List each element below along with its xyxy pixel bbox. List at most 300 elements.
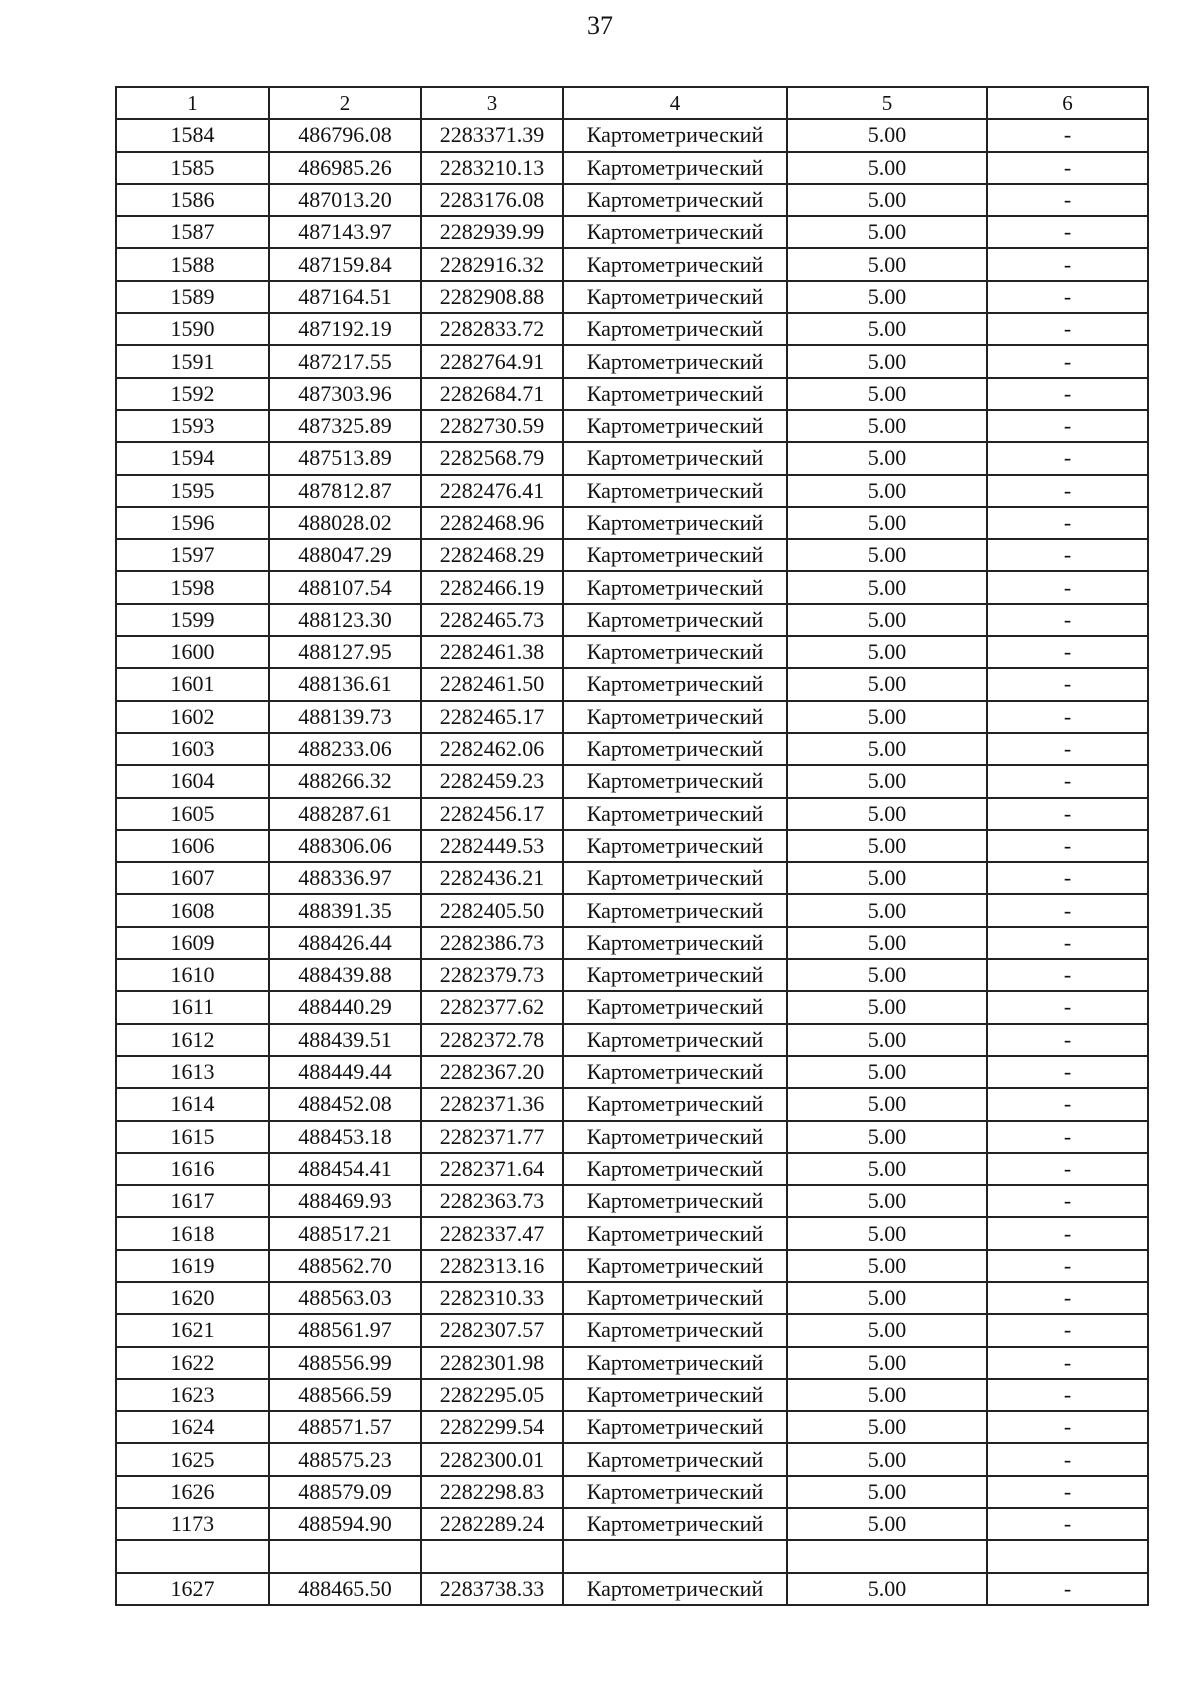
x-coordinate-cell: 487164.51 bbox=[269, 281, 421, 313]
method-cell: Картометрический bbox=[563, 830, 787, 862]
accuracy-cell: 5.00 bbox=[787, 636, 987, 668]
point-number-cell: 1598 bbox=[116, 571, 269, 603]
note-cell: - bbox=[987, 152, 1148, 184]
page-number: 37 bbox=[587, 11, 613, 40]
x-coordinate-cell: 488465.50 bbox=[269, 1573, 421, 1605]
y-coordinate-cell: 2282459.23 bbox=[421, 765, 563, 797]
method-cell: Картометрический bbox=[563, 1379, 787, 1411]
y-coordinate-cell: 2282313.16 bbox=[421, 1250, 563, 1282]
x-coordinate-cell: 486985.26 bbox=[269, 152, 421, 184]
x-coordinate-cell: 488594.90 bbox=[269, 1508, 421, 1540]
point-number-cell: 1616 bbox=[116, 1153, 269, 1185]
y-coordinate-cell: 2282307.57 bbox=[421, 1314, 563, 1346]
x-coordinate-cell: 488561.97 bbox=[269, 1314, 421, 1346]
accuracy-cell: 5.00 bbox=[787, 830, 987, 862]
note-cell: - bbox=[987, 991, 1148, 1023]
table-row bbox=[116, 1121, 1148, 1153]
point-number-cell: 1596 bbox=[116, 507, 269, 539]
y-coordinate-cell: 2282436.21 bbox=[421, 862, 563, 894]
method-cell: Картометрический bbox=[563, 1508, 787, 1540]
note-cell: - bbox=[987, 281, 1148, 313]
note-cell: - bbox=[987, 410, 1148, 442]
column-header: 4 bbox=[563, 87, 787, 119]
note-cell: - bbox=[987, 830, 1148, 862]
method-cell: Картометрический bbox=[563, 927, 787, 959]
point-number-cell: 1604 bbox=[116, 765, 269, 797]
accuracy-cell: 5.00 bbox=[787, 701, 987, 733]
x-coordinate-cell: 488563.03 bbox=[269, 1282, 421, 1314]
method-cell: Картометрический bbox=[563, 410, 787, 442]
note-cell: - bbox=[987, 1282, 1148, 1314]
y-coordinate-cell: 2282476.41 bbox=[421, 475, 563, 507]
table-row bbox=[116, 248, 1148, 280]
note-cell: - bbox=[987, 184, 1148, 216]
note-cell: - bbox=[987, 927, 1148, 959]
y-coordinate-cell: 2282367.20 bbox=[421, 1056, 563, 1088]
y-coordinate-cell: 2282301.98 bbox=[421, 1347, 563, 1379]
method-cell: Картометрический bbox=[563, 862, 787, 894]
y-coordinate-cell: 2283210.13 bbox=[421, 152, 563, 184]
accuracy-cell: 5.00 bbox=[787, 1314, 987, 1346]
note-cell: - bbox=[987, 1088, 1148, 1120]
table-row bbox=[116, 119, 1148, 151]
point-number-cell: 1585 bbox=[116, 152, 269, 184]
x-coordinate-cell: 488047.29 bbox=[269, 539, 421, 571]
x-coordinate-cell: 488575.23 bbox=[269, 1443, 421, 1475]
y-coordinate-cell: 2282833.72 bbox=[421, 313, 563, 345]
note-cell: - bbox=[987, 1443, 1148, 1475]
point-number-cell: 1627 bbox=[116, 1573, 269, 1605]
method-cell: Картометрический bbox=[563, 1056, 787, 1088]
note-cell: - bbox=[987, 604, 1148, 636]
x-coordinate-cell: 488571.57 bbox=[269, 1411, 421, 1443]
table-row bbox=[116, 1540, 1148, 1572]
point-number-cell: 1612 bbox=[116, 1024, 269, 1056]
point-number-cell: 1623 bbox=[116, 1379, 269, 1411]
table-row bbox=[116, 313, 1148, 345]
y-coordinate-cell: 2282462.06 bbox=[421, 733, 563, 765]
note-cell: - bbox=[987, 378, 1148, 410]
method-cell: Картометрический bbox=[563, 1443, 787, 1475]
y-coordinate-cell: 2282386.73 bbox=[421, 927, 563, 959]
method-cell: Картометрический bbox=[563, 1573, 787, 1605]
table-row bbox=[116, 765, 1148, 797]
y-coordinate-cell: 2282568.79 bbox=[421, 442, 563, 474]
point-number-cell: 1584 bbox=[116, 119, 269, 151]
table-row bbox=[116, 927, 1148, 959]
x-coordinate-cell: 488306.06 bbox=[269, 830, 421, 862]
accuracy-cell: 5.00 bbox=[787, 1379, 987, 1411]
x-coordinate-cell: 488562.70 bbox=[269, 1250, 421, 1282]
x-coordinate-cell: 488028.02 bbox=[269, 507, 421, 539]
y-coordinate-cell: 2282371.77 bbox=[421, 1121, 563, 1153]
table-body bbox=[116, 119, 1148, 1605]
point-number-cell: 1602 bbox=[116, 701, 269, 733]
point-number-cell: 1605 bbox=[116, 798, 269, 830]
point-number-cell: 1610 bbox=[116, 959, 269, 991]
note-cell: - bbox=[987, 1476, 1148, 1508]
table-row bbox=[116, 862, 1148, 894]
method-cell: Картометрический bbox=[563, 765, 787, 797]
point-number-cell: 1599 bbox=[116, 604, 269, 636]
point-number-cell: 1624 bbox=[116, 1411, 269, 1443]
method-cell: Картометрический bbox=[563, 248, 787, 280]
y-coordinate-cell: 2282916.32 bbox=[421, 248, 563, 280]
y-coordinate-cell: 2282939.99 bbox=[421, 216, 563, 248]
accuracy-cell: 5.00 bbox=[787, 378, 987, 410]
method-cell: Картометрический bbox=[563, 1282, 787, 1314]
x-coordinate-cell: 488391.35 bbox=[269, 894, 421, 926]
note-cell: - bbox=[987, 959, 1148, 991]
x-coordinate-cell: 488449.44 bbox=[269, 1056, 421, 1088]
accuracy-cell: 5.00 bbox=[787, 1056, 987, 1088]
method-cell: Картометрический bbox=[563, 539, 787, 571]
method-cell: Картометрический bbox=[563, 604, 787, 636]
method-cell: Картометрический bbox=[563, 701, 787, 733]
note-cell: - bbox=[987, 1153, 1148, 1185]
table-row bbox=[116, 1508, 1148, 1540]
column-header: 6 bbox=[987, 87, 1148, 119]
y-coordinate-cell: 2282730.59 bbox=[421, 410, 563, 442]
note-cell: - bbox=[987, 248, 1148, 280]
method-cell: Картометрический bbox=[563, 1121, 787, 1153]
y-coordinate-cell: 2282405.50 bbox=[421, 894, 563, 926]
method-cell: Картометрический bbox=[563, 152, 787, 184]
point-number-cell bbox=[116, 1540, 269, 1572]
x-coordinate-cell: 488426.44 bbox=[269, 927, 421, 959]
x-coordinate-cell: 488469.93 bbox=[269, 1185, 421, 1217]
accuracy-cell: 5.00 bbox=[787, 313, 987, 345]
table-row bbox=[116, 281, 1148, 313]
y-coordinate-cell: 2282298.83 bbox=[421, 1476, 563, 1508]
note-cell: - bbox=[987, 1185, 1148, 1217]
y-coordinate-cell: 2282908.88 bbox=[421, 281, 563, 313]
y-coordinate-cell: 2282379.73 bbox=[421, 959, 563, 991]
note-cell: - bbox=[987, 216, 1148, 248]
x-coordinate-cell bbox=[269, 1540, 421, 1572]
point-number-cell: 1590 bbox=[116, 313, 269, 345]
x-coordinate-cell: 488579.09 bbox=[269, 1476, 421, 1508]
table-row bbox=[116, 1347, 1148, 1379]
method-cell: Картометрический bbox=[563, 1411, 787, 1443]
method-cell: Картометрический bbox=[563, 1024, 787, 1056]
note-cell: - bbox=[987, 1508, 1148, 1540]
point-number-cell: 1593 bbox=[116, 410, 269, 442]
point-number-cell: 1619 bbox=[116, 1250, 269, 1282]
accuracy-cell: 5.00 bbox=[787, 475, 987, 507]
y-coordinate-cell: 2282764.91 bbox=[421, 345, 563, 377]
point-number-cell: 1615 bbox=[116, 1121, 269, 1153]
table-header-row bbox=[116, 87, 1148, 119]
y-coordinate-cell: 2282363.73 bbox=[421, 1185, 563, 1217]
accuracy-cell: 5.00 bbox=[787, 927, 987, 959]
method-cell: Картометрический bbox=[563, 1217, 787, 1249]
accuracy-cell: 5.00 bbox=[787, 1443, 987, 1475]
x-coordinate-cell: 487812.87 bbox=[269, 475, 421, 507]
x-coordinate-cell: 488136.61 bbox=[269, 668, 421, 700]
point-number-cell: 1617 bbox=[116, 1185, 269, 1217]
accuracy-cell: 5.00 bbox=[787, 1217, 987, 1249]
accuracy-cell: 5.00 bbox=[787, 894, 987, 926]
x-coordinate-cell: 488139.73 bbox=[269, 701, 421, 733]
x-coordinate-cell: 487303.96 bbox=[269, 378, 421, 410]
table-row bbox=[116, 830, 1148, 862]
accuracy-cell: 5.00 bbox=[787, 571, 987, 603]
accuracy-cell: 5.00 bbox=[787, 1185, 987, 1217]
accuracy-cell: 5.00 bbox=[787, 733, 987, 765]
column-header: 2 bbox=[269, 87, 421, 119]
accuracy-cell: 5.00 bbox=[787, 539, 987, 571]
coordinates-table bbox=[115, 86, 1149, 1606]
method-cell: Картометрический bbox=[563, 959, 787, 991]
accuracy-cell: 5.00 bbox=[787, 604, 987, 636]
column-header: 3 bbox=[421, 87, 563, 119]
note-cell: - bbox=[987, 475, 1148, 507]
point-number-cell: 1614 bbox=[116, 1088, 269, 1120]
x-coordinate-cell: 488566.59 bbox=[269, 1379, 421, 1411]
accuracy-cell: 5.00 bbox=[787, 765, 987, 797]
note-cell: - bbox=[987, 345, 1148, 377]
x-coordinate-cell: 488454.41 bbox=[269, 1153, 421, 1185]
note-cell: - bbox=[987, 1573, 1148, 1605]
x-coordinate-cell: 487143.97 bbox=[269, 216, 421, 248]
note-cell bbox=[987, 1540, 1148, 1572]
accuracy-cell: 5.00 bbox=[787, 184, 987, 216]
x-coordinate-cell: 488287.61 bbox=[269, 798, 421, 830]
y-coordinate-cell: 2282289.24 bbox=[421, 1508, 563, 1540]
accuracy-cell: 5.00 bbox=[787, 1153, 987, 1185]
table-row bbox=[116, 152, 1148, 184]
table-row bbox=[116, 184, 1148, 216]
table-row bbox=[116, 1282, 1148, 1314]
method-cell: Картометрический bbox=[563, 894, 787, 926]
x-coordinate-cell: 487192.19 bbox=[269, 313, 421, 345]
y-coordinate-cell: 2282466.19 bbox=[421, 571, 563, 603]
note-cell: - bbox=[987, 636, 1148, 668]
y-coordinate-cell: 2282461.50 bbox=[421, 668, 563, 700]
table-row bbox=[116, 1153, 1148, 1185]
x-coordinate-cell: 488452.08 bbox=[269, 1088, 421, 1120]
method-cell: Картометрический bbox=[563, 378, 787, 410]
accuracy-cell: 5.00 bbox=[787, 248, 987, 280]
point-number-cell: 1607 bbox=[116, 862, 269, 894]
note-cell: - bbox=[987, 313, 1148, 345]
note-cell: - bbox=[987, 1056, 1148, 1088]
x-coordinate-cell: 487217.55 bbox=[269, 345, 421, 377]
note-cell: - bbox=[987, 1314, 1148, 1346]
accuracy-cell: 5.00 bbox=[787, 410, 987, 442]
point-number-cell: 1173 bbox=[116, 1508, 269, 1540]
table-row bbox=[116, 959, 1148, 991]
accuracy-cell bbox=[787, 1540, 987, 1572]
point-number-cell: 1592 bbox=[116, 378, 269, 410]
method-cell: Картометрический bbox=[563, 571, 787, 603]
point-number-cell: 1626 bbox=[116, 1476, 269, 1508]
y-coordinate-cell: 2282456.17 bbox=[421, 798, 563, 830]
method-cell: Картометрический bbox=[563, 1153, 787, 1185]
y-coordinate-cell: 2282449.53 bbox=[421, 830, 563, 862]
column-header: 1 bbox=[116, 87, 269, 119]
x-coordinate-cell: 488127.95 bbox=[269, 636, 421, 668]
x-coordinate-cell: 487013.20 bbox=[269, 184, 421, 216]
point-number-cell: 1608 bbox=[116, 894, 269, 926]
accuracy-cell: 5.00 bbox=[787, 1347, 987, 1379]
table-row bbox=[116, 636, 1148, 668]
y-coordinate-cell: 2282300.01 bbox=[421, 1443, 563, 1475]
accuracy-cell: 5.00 bbox=[787, 507, 987, 539]
note-cell: - bbox=[987, 1411, 1148, 1443]
method-cell: Картометрический bbox=[563, 313, 787, 345]
point-number-cell: 1618 bbox=[116, 1217, 269, 1249]
method-cell: Картометрический bbox=[563, 1250, 787, 1282]
accuracy-cell: 5.00 bbox=[787, 1282, 987, 1314]
x-coordinate-cell: 488336.97 bbox=[269, 862, 421, 894]
x-coordinate-cell: 487325.89 bbox=[269, 410, 421, 442]
point-number-cell: 1625 bbox=[116, 1443, 269, 1475]
y-coordinate-cell: 2283371.39 bbox=[421, 119, 563, 151]
method-cell: Картометрический bbox=[563, 184, 787, 216]
point-number-cell: 1621 bbox=[116, 1314, 269, 1346]
point-number-cell: 1601 bbox=[116, 668, 269, 700]
table-row bbox=[116, 1443, 1148, 1475]
note-cell: - bbox=[987, 1379, 1148, 1411]
accuracy-cell: 5.00 bbox=[787, 281, 987, 313]
y-coordinate-cell bbox=[421, 1540, 563, 1572]
x-coordinate-cell: 488517.21 bbox=[269, 1217, 421, 1249]
y-coordinate-cell: 2283176.08 bbox=[421, 184, 563, 216]
point-number-cell: 1622 bbox=[116, 1347, 269, 1379]
note-cell: - bbox=[987, 668, 1148, 700]
table-row bbox=[116, 378, 1148, 410]
method-cell: Картометрический bbox=[563, 345, 787, 377]
table-row bbox=[116, 1088, 1148, 1120]
note-cell: - bbox=[987, 765, 1148, 797]
y-coordinate-cell: 2282299.54 bbox=[421, 1411, 563, 1443]
accuracy-cell: 5.00 bbox=[787, 442, 987, 474]
accuracy-cell: 5.00 bbox=[787, 798, 987, 830]
table-row bbox=[116, 604, 1148, 636]
table-row bbox=[116, 442, 1148, 474]
note-cell: - bbox=[987, 571, 1148, 603]
table-row bbox=[116, 410, 1148, 442]
point-number-cell: 1600 bbox=[116, 636, 269, 668]
accuracy-cell: 5.00 bbox=[787, 1024, 987, 1056]
note-cell: - bbox=[987, 1250, 1148, 1282]
x-coordinate-cell: 486796.08 bbox=[269, 119, 421, 151]
accuracy-cell: 5.00 bbox=[787, 216, 987, 248]
accuracy-cell: 5.00 bbox=[787, 959, 987, 991]
method-cell bbox=[563, 1540, 787, 1572]
method-cell: Картометрический bbox=[563, 442, 787, 474]
accuracy-cell: 5.00 bbox=[787, 1411, 987, 1443]
table-row bbox=[116, 701, 1148, 733]
point-number-cell: 1620 bbox=[116, 1282, 269, 1314]
table-row bbox=[116, 1024, 1148, 1056]
accuracy-cell: 5.00 bbox=[787, 1476, 987, 1508]
note-cell: - bbox=[987, 733, 1148, 765]
table-row bbox=[116, 1379, 1148, 1411]
accuracy-cell: 5.00 bbox=[787, 119, 987, 151]
method-cell: Картометрический bbox=[563, 119, 787, 151]
table-row bbox=[116, 991, 1148, 1023]
method-cell: Картометрический bbox=[563, 281, 787, 313]
note-cell: - bbox=[987, 507, 1148, 539]
table-row bbox=[116, 798, 1148, 830]
table-row bbox=[116, 1476, 1148, 1508]
accuracy-cell: 5.00 bbox=[787, 1573, 987, 1605]
method-cell: Картометрический bbox=[563, 216, 787, 248]
note-cell: - bbox=[987, 701, 1148, 733]
table-row bbox=[116, 1411, 1148, 1443]
table-row bbox=[116, 216, 1148, 248]
accuracy-cell: 5.00 bbox=[787, 1508, 987, 1540]
y-coordinate-cell: 2283738.33 bbox=[421, 1573, 563, 1605]
y-coordinate-cell: 2282684.71 bbox=[421, 378, 563, 410]
method-cell: Картометрический bbox=[563, 1088, 787, 1120]
accuracy-cell: 5.00 bbox=[787, 345, 987, 377]
y-coordinate-cell: 2282371.64 bbox=[421, 1153, 563, 1185]
y-coordinate-cell: 2282465.17 bbox=[421, 701, 563, 733]
x-coordinate-cell: 487513.89 bbox=[269, 442, 421, 474]
x-coordinate-cell: 488439.88 bbox=[269, 959, 421, 991]
accuracy-cell: 5.00 bbox=[787, 1250, 987, 1282]
table-row bbox=[116, 668, 1148, 700]
method-cell: Картометрический bbox=[563, 1185, 787, 1217]
method-cell: Картометрический bbox=[563, 991, 787, 1023]
point-number-cell: 1611 bbox=[116, 991, 269, 1023]
point-number-cell: 1603 bbox=[116, 733, 269, 765]
table-row bbox=[116, 1185, 1148, 1217]
table-row bbox=[116, 345, 1148, 377]
x-coordinate-cell: 487159.84 bbox=[269, 248, 421, 280]
column-header: 5 bbox=[787, 87, 987, 119]
method-cell: Картометрический bbox=[563, 636, 787, 668]
point-number-cell: 1613 bbox=[116, 1056, 269, 1088]
method-cell: Картометрический bbox=[563, 668, 787, 700]
note-cell: - bbox=[987, 119, 1148, 151]
method-cell: Картометрический bbox=[563, 1314, 787, 1346]
accuracy-cell: 5.00 bbox=[787, 1121, 987, 1153]
point-number-cell: 1597 bbox=[116, 539, 269, 571]
table-row bbox=[116, 1250, 1148, 1282]
table-row bbox=[116, 475, 1148, 507]
note-cell: - bbox=[987, 1347, 1148, 1379]
x-coordinate-cell: 488123.30 bbox=[269, 604, 421, 636]
note-cell: - bbox=[987, 539, 1148, 571]
point-number-cell: 1587 bbox=[116, 216, 269, 248]
x-coordinate-cell: 488556.99 bbox=[269, 1347, 421, 1379]
method-cell: Картометрический bbox=[563, 733, 787, 765]
y-coordinate-cell: 2282468.29 bbox=[421, 539, 563, 571]
point-number-cell: 1606 bbox=[116, 830, 269, 862]
table-row bbox=[116, 1217, 1148, 1249]
y-coordinate-cell: 2282465.73 bbox=[421, 604, 563, 636]
point-number-cell: 1589 bbox=[116, 281, 269, 313]
y-coordinate-cell: 2282337.47 bbox=[421, 1217, 563, 1249]
point-number-cell: 1586 bbox=[116, 184, 269, 216]
x-coordinate-cell: 488440.29 bbox=[269, 991, 421, 1023]
method-cell: Картометрический bbox=[563, 475, 787, 507]
point-number-cell: 1595 bbox=[116, 475, 269, 507]
y-coordinate-cell: 2282371.36 bbox=[421, 1088, 563, 1120]
method-cell: Картометрический bbox=[563, 1347, 787, 1379]
y-coordinate-cell: 2282295.05 bbox=[421, 1379, 563, 1411]
table-row bbox=[116, 1573, 1148, 1605]
note-cell: - bbox=[987, 894, 1148, 926]
point-number-cell: 1588 bbox=[116, 248, 269, 280]
point-number-cell: 1591 bbox=[116, 345, 269, 377]
accuracy-cell: 5.00 bbox=[787, 1088, 987, 1120]
